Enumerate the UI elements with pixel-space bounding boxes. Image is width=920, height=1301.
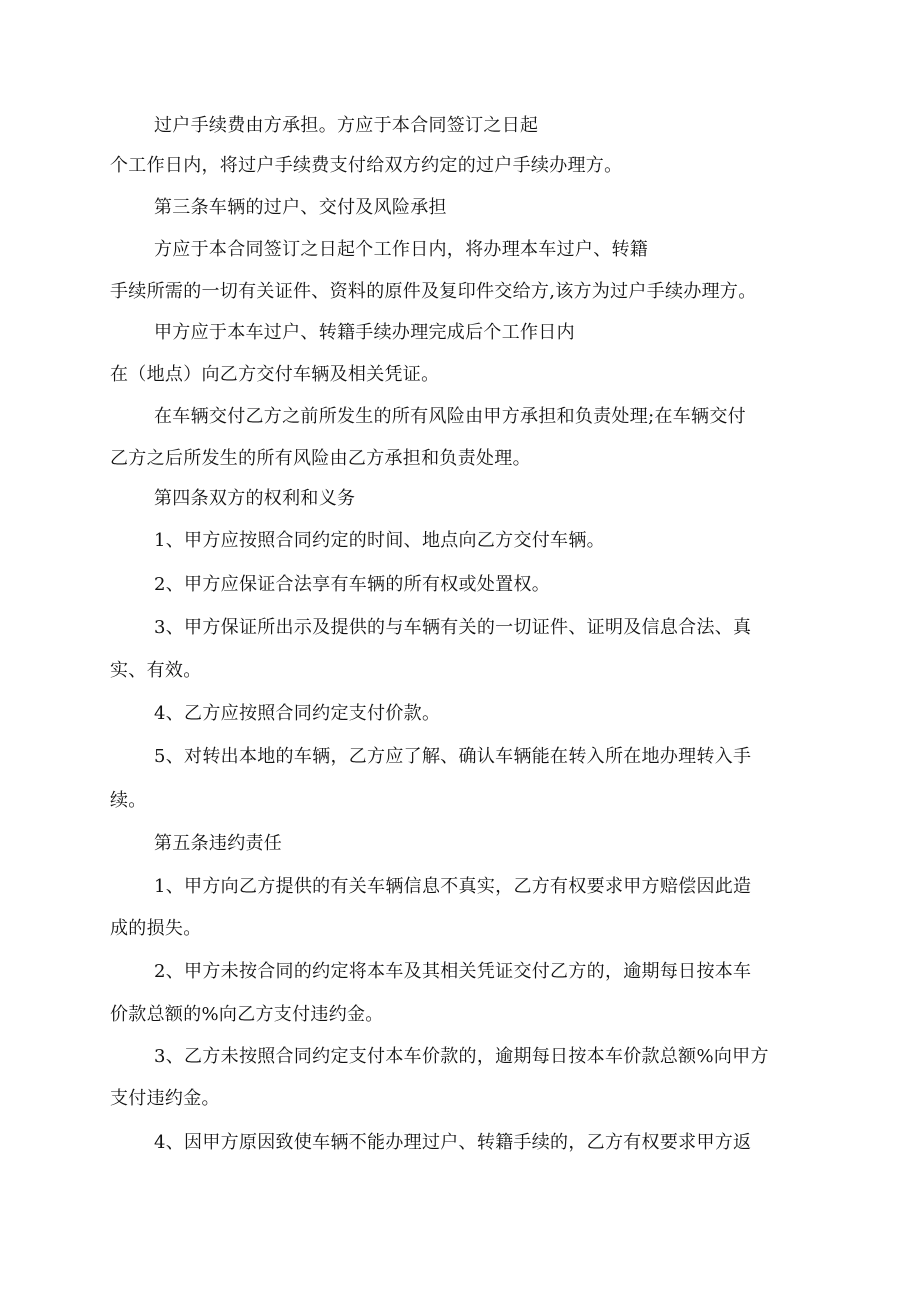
- list-item: 2、甲方未按合同的约定将本车及其相关凭证交付乙方的，逾期每日按本车: [154, 961, 752, 982]
- list-item-continuation: 续。: [110, 790, 147, 811]
- paragraph-line: 方应于本合同签订之日起个工作日内，将办理本车过户、转籍: [154, 239, 649, 260]
- paragraph-line: 乙方之后所发生的所有风险由乙方承担和负责处理。: [110, 448, 531, 469]
- list-item: 5、对转出本地的车辆，乙方应了解、确认车辆能在转入所在地办理转入手: [154, 746, 752, 767]
- list-item: 3、乙方未按照合同约定支付本车价款的，逾期每日按本车价款总额%向甲方: [154, 1046, 769, 1067]
- paragraph-line: 在（地点）向乙方交付车辆及相关凭证。: [110, 364, 440, 385]
- paragraph-line: 过户手续费由方承担。方应于本合同签订之日起: [154, 115, 539, 136]
- paragraph-line: 在车辆交付乙方之前所发生的所有风险由甲方承担和负责处理;在车辆交付: [154, 406, 746, 427]
- list-item-continuation: 实、有效。: [110, 660, 202, 681]
- section-heading: 第四条双方的权利和义务: [154, 488, 356, 509]
- list-item: 4、因甲方原因致使车辆不能办理过户、转籍手续的，乙方有权要求甲方返: [154, 1132, 752, 1153]
- list-item-continuation: 支付违约金。: [110, 1088, 220, 1109]
- list-item: 3、甲方保证所出示及提供的与车辆有关的一切证件、证明及信息合法、真: [154, 617, 752, 638]
- list-item-continuation: 价款总额的%向乙方支付违约金。: [110, 1004, 384, 1025]
- paragraph-line: 甲方应于本车过户、转籍手续办理完成后个工作日内: [154, 322, 575, 343]
- section-heading: 第三条车辆的过户、交付及风险承担: [154, 197, 447, 218]
- section-heading: 第五条违约责任: [154, 833, 283, 854]
- list-item-continuation: 成的损失。: [110, 918, 202, 939]
- list-item: 2、甲方应保证合法享有车辆的所有权或处置权。: [154, 574, 551, 595]
- paragraph-line: 个工作日内，将过户手续费支付给双方约定的过户手续办理方。: [110, 155, 623, 176]
- list-item: 1、甲方应按照合同约定的时间、地点向乙方交付车辆。: [154, 530, 605, 551]
- paragraph-line: 手续所需的一切有关证件、资料的原件及复印件交给方,该方为过户手续办理方。: [110, 281, 757, 302]
- list-item: 1、甲方向乙方提供的有关车辆信息不真实，乙方有权要求甲方赔偿因此造: [154, 876, 752, 897]
- list-item: 4、乙方应按照合同约定支付价款。: [154, 703, 441, 724]
